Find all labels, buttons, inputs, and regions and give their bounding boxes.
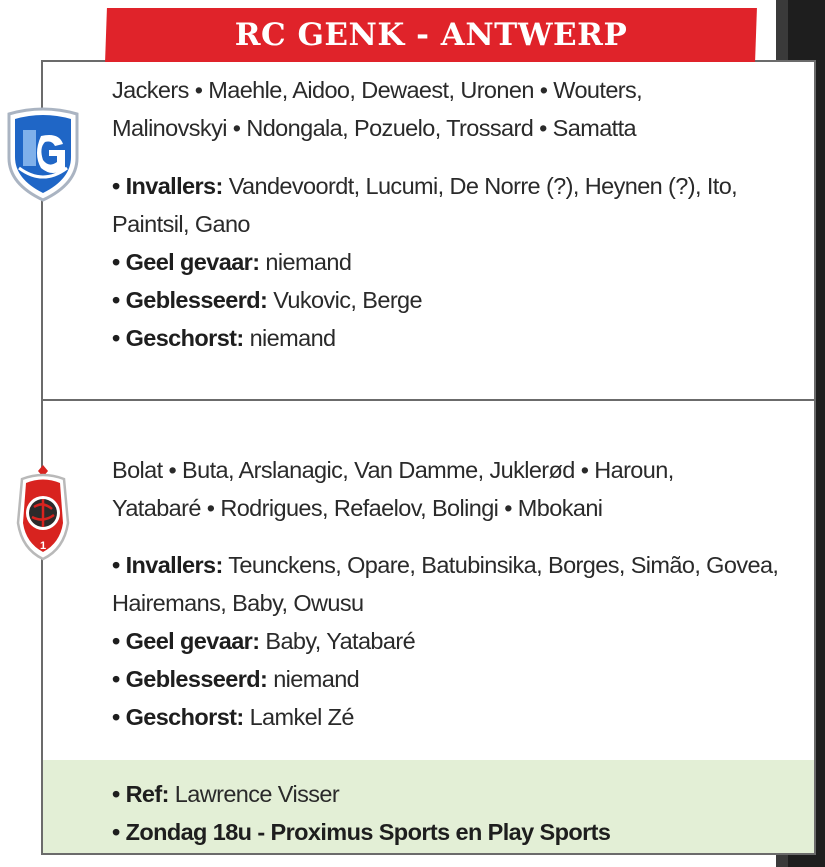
broadcast-info: Zondag 18u - Proximus Sports en Play Sports xyxy=(125,819,611,845)
section-divider xyxy=(41,399,816,401)
antwerp-crest-number: 1 xyxy=(39,540,47,552)
genk-details xyxy=(112,167,802,357)
genk-lineup-line-1: Jackers • Maehle, Aidoo, Dewaest, Uronen • Wouters, xyxy=(112,77,643,103)
genk-yellow: • Geel gevaar: niemand xyxy=(112,249,352,275)
genk-subs-label: Invallers: xyxy=(125,173,223,199)
genk-yellow-label: Geel gevaar: xyxy=(125,249,260,275)
referee: • Ref: Lawrence Visser xyxy=(112,781,340,807)
genk-suspended: • Geschorst: niemand xyxy=(112,325,336,351)
footer-info xyxy=(112,775,802,851)
antwerp-suspended: • Geschorst: Lamkel Zé xyxy=(112,704,354,730)
genk-suspended-label: Geschorst: xyxy=(125,325,244,351)
antwerp-details xyxy=(112,546,802,736)
genk-yellow-value: niemand xyxy=(259,249,352,275)
genk-suspended-value: niemand xyxy=(243,325,336,351)
broadcast-line: • Zondag 18u - Proximus Sports en Play Sports xyxy=(112,819,611,845)
genk-subs: • Invallers: Vandevoordt, Lucumi, De Norre (?), Heynen (?), Ito, Paintsil, Gano xyxy=(112,173,738,237)
antwerp-injured-value: niemand xyxy=(267,666,360,692)
antwerp-injured: • Geblesseerd: niemand xyxy=(112,666,360,692)
antwerp-subs: • Invallers: Teunckens, Opare, Batubinsika, Borges, Simão, Govea, Hairemans, Baby, Owusu xyxy=(112,552,779,616)
antwerp-subs-label: Invallers: xyxy=(125,552,223,578)
antwerp-section xyxy=(112,451,802,527)
antwerp-subs-value: Teunckens, Opare, Batubinsika, Borges, Simão, Govea, Hairemans, Baby, Owusu xyxy=(112,552,779,616)
antwerp-yellow-label: Geel gevaar: xyxy=(125,628,260,654)
genk-lineup-line-2: Malinovskyi • Ndongala, Pozuelo, Trossard • Samatta xyxy=(112,115,637,141)
genk-injured-label: Geblesseerd: xyxy=(125,287,268,313)
antwerp-lineup-line-2: Yatabaré • Rodrigues, Refaelov, Bolingi • Mbokani xyxy=(112,495,603,521)
genk-injured-value: Vukovic, Berge xyxy=(267,287,422,313)
match-title: RC GENK - ANTWERP xyxy=(234,17,628,53)
genk-section xyxy=(112,71,802,147)
genk-subs-value: Vandevoordt, Lucumi, De Norre (?), Heynen (?), Ito, Paintsil, Gano xyxy=(112,173,738,237)
antwerp-injured-label: Geblesseerd: xyxy=(125,666,268,692)
referee-label: Ref: xyxy=(125,781,169,807)
genk-injured: • Geblesseerd: Vukovic, Berge xyxy=(112,287,422,313)
antwerp-yellow-value: Baby, Yatabaré xyxy=(259,628,416,654)
antwerp-suspended-value: Lamkel Zé xyxy=(243,704,354,730)
referee-name: Lawrence Visser xyxy=(168,781,340,807)
antwerp-crest-icon xyxy=(12,463,74,563)
genk-crest-icon xyxy=(3,106,83,204)
antwerp-lineup-line-1: Bolat • Buta, Arslanagic, Van Damme, Juklerød • Haroun, xyxy=(112,457,674,483)
antwerp-yellow: • Geel gevaar: Baby, Yatabaré xyxy=(112,628,416,654)
antwerp-suspended-label: Geschorst: xyxy=(125,704,244,730)
